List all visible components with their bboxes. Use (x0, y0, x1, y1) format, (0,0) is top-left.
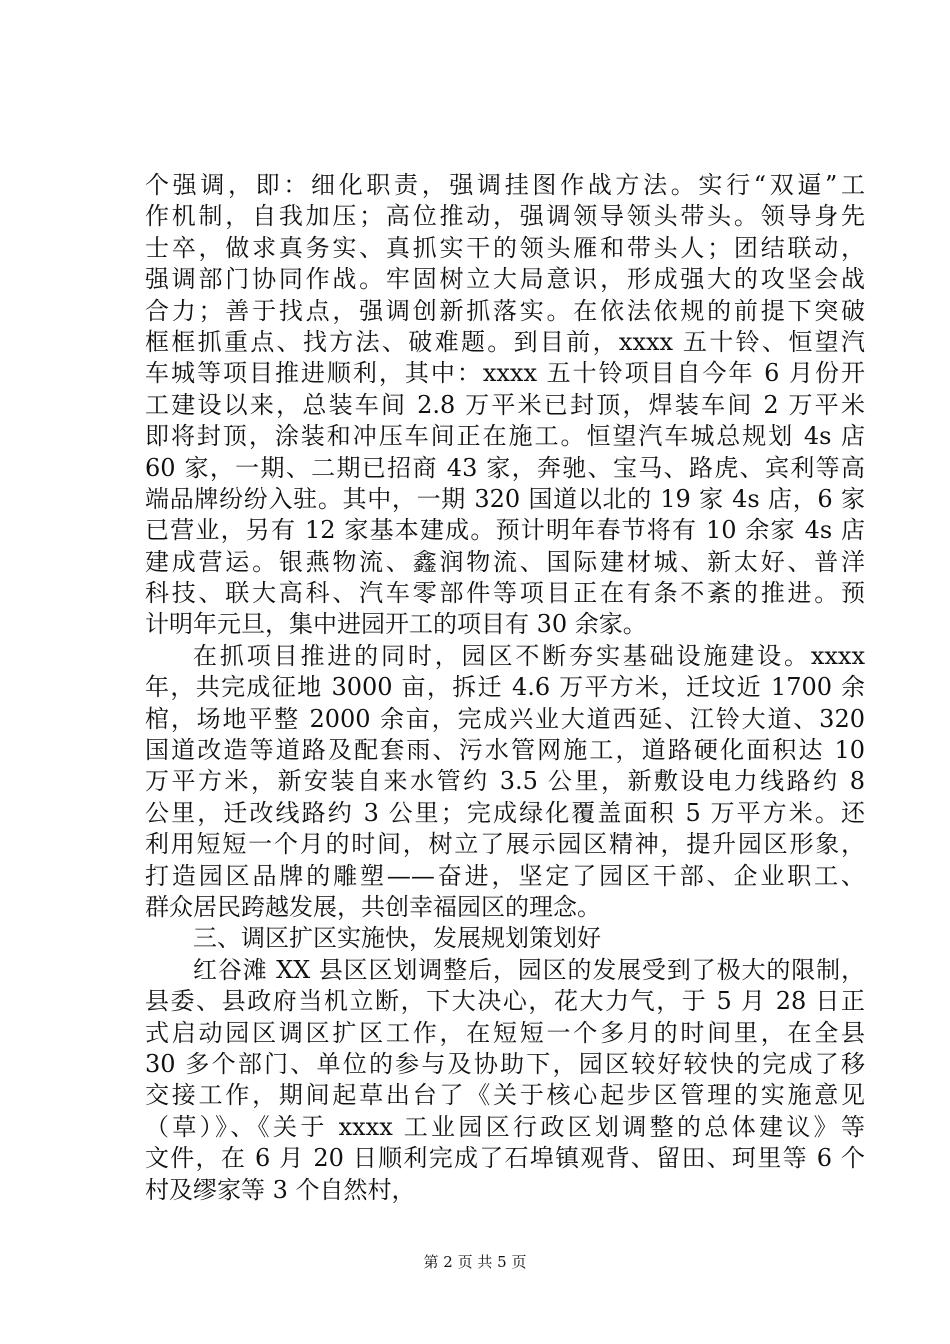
text-line: 村及缪家等 3 个自然村， (145, 1175, 416, 1204)
text-line: 个强调，即：细化职责，强调挂图作战方法。实行“双逼”工 (145, 171, 865, 199)
text-line: 式启动园区调区扩区工作，在短短一个多月的时间里，在全县 (145, 1018, 865, 1047)
text-line: 合力；善于找点，强调创新抓落实。在依法依规的前提下突破 (145, 296, 865, 325)
text-line: 公里，迁改线路约 3 公里；完成绿化覆盖面积 5 万平方米。还 (145, 798, 865, 827)
text-line: 作机制，自我加压；高位推动，强调领导领头带头。领导身先 (145, 202, 865, 231)
text-line: 已营业，另有 12 家基本建成。预计明年春节将有 10 余家 4s 店 (145, 516, 865, 545)
text-line: 强调部门协同作战。牢固树立大局意识，形成强大的攻坚会战 (145, 265, 865, 294)
text-line: （草）》、《关于 xxxx 工业园区行政区划调整的总体建议》等 (145, 1112, 865, 1141)
text-line: 棺，场地平整 2000 余亩，完成兴业大道西延、江铃大道、320 (145, 704, 865, 733)
text-line: 文件，在 6 月 20 日顺利完成了石埠镇观背、留田、珂里等 6 个 (145, 1144, 865, 1173)
paragraph-first-line: 红谷滩 XX 县区区划调整后，园区的发展受到了极大的限制， (193, 955, 865, 984)
section-heading: 三、调区扩区实施快，发展规划策划好 (193, 924, 601, 953)
text-line: 计明年元旦，集中进园开工的项目有 30 余家。 (145, 610, 647, 639)
text-line: 群众居民跨越发展，共创幸福园区的理念。 (145, 892, 601, 921)
text-line: 端品牌纷纷入驻。其中，一期 320 国道以北的 19 家 4s 店，6 家 (145, 484, 865, 513)
text-line: 车城等项目推进顺利，其中：xxxx 五十铃项目自今年 6 月份开 (145, 359, 865, 388)
text-line: 工建设以来，总装车间 2.8 万平米已封顶，焊装车间 2 万平米 (145, 390, 865, 419)
text-line: 利用短短一个月的时间，树立了展示园区精神，提升园区形象， (145, 830, 865, 859)
text-line: 即将封顶，涂装和冲压车间正在施工。恒望汽车城总规划 4s 店 (145, 422, 865, 451)
text-line: 万平方米，新安装自来水管约 3.5 公里，新敷设电力线路约 8 (145, 767, 865, 796)
text-line: 国道改造等道路及配套雨、污水管网施工，道路硬化面积达 10 (145, 736, 865, 765)
text-line: 建成营运。银燕物流、鑫润物流、国际建材城、新太好、普洋 (145, 547, 865, 576)
text-line: 士卒，做求真务实、真抓实干的领头雁和带头人；团结联动， (145, 233, 865, 262)
text-line: 交接工作，期间起草出台了《关于核心起步区管理的实施意见 (145, 1081, 865, 1110)
page-footer: 第 2 页 共 5 页 (423, 1253, 527, 1271)
text-line: 年，共完成征地 3000 亩，拆迁 4.6 万平方米，迁坟近 1700 余 (145, 673, 865, 702)
text-line: 科技、联大高科、汽车零部件等项目正在有条不紊的推进。预 (145, 579, 865, 608)
text-line: 打造园区品牌的雕塑——奋进，坚定了园区干部、企业职工、 (145, 861, 865, 890)
paragraph-first-line: 在抓项目推进的同时，园区不断夯实基础设施建设。xxxx (193, 641, 865, 670)
text-line: 县委、县政府当机立断，下大决心，花大力气，于 5 月 28 日正 (145, 987, 865, 1016)
text-line: 框框抓重点、找方法、破难题。到目前，xxxx 五十铃、恒望汽 (145, 327, 865, 356)
text-line: 30 多个部门、单位的参与及协助下，园区较好较快的完成了移 (145, 1049, 865, 1078)
text-line: 60 家，一期、二期已招商 43 家，奔驰、宝马、路虎、宾利等高 (145, 453, 865, 482)
body-text (145, 170, 865, 1206)
